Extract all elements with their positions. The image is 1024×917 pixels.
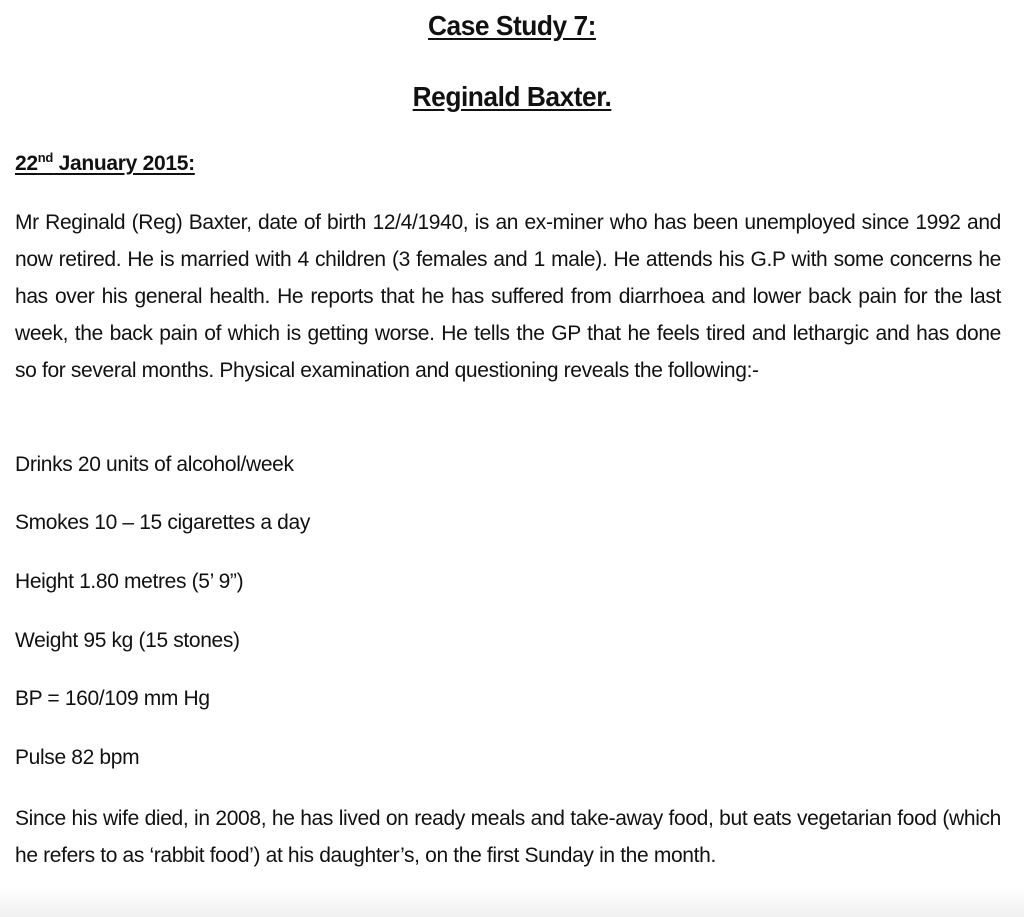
patient-name-title: Reginald Baxter. (412, 81, 612, 112)
date-day: 22 (15, 152, 38, 175)
diet-paragraph: Since his wife died, in 2008, he has lived on ready meals and take-away food, but eats vegetarian food (which he refers to as ‘rabbit food’) at his daughter’s, on the first Sunday in the month. (15, 807, 1001, 867)
case-study-title: Case Study 7: (428, 10, 596, 41)
date-suffix: nd (37, 150, 54, 165)
fact-pulse: Pulse 82 bpm (15, 746, 140, 769)
intro-paragraph: Mr Reginald (Reg) Baxter, date of birth 12/4/1940, is an ex-miner who has been unemployed since 1992 and now retired. He is married with 4 children (3 females and 1 male). He attends his G.P with some concerns he has over his general health. He reports that he has suffered from diarrhoea and lower back pain for the last week, the back pain of which is getting worse. He tells the GP that he feels tired and lethargic and has done so for several months. Physical examination and questioning reveals the following:- (15, 211, 1001, 382)
fact-smoking: Smokes 10 – 15 cigarettes a day (15, 511, 310, 534)
fact-blood-pressure: BP = 160/109 mm Hg (15, 687, 210, 710)
fact-height: Height 1.80 metres (5’ 9”) (15, 570, 244, 593)
entry-date (15, 150, 195, 176)
fact-alcohol: Drinks 20 units of alcohol/week (15, 453, 294, 476)
date-month-year: January 2015: (53, 152, 195, 175)
fact-weight: Weight 95 kg (15 stones) (15, 629, 240, 652)
